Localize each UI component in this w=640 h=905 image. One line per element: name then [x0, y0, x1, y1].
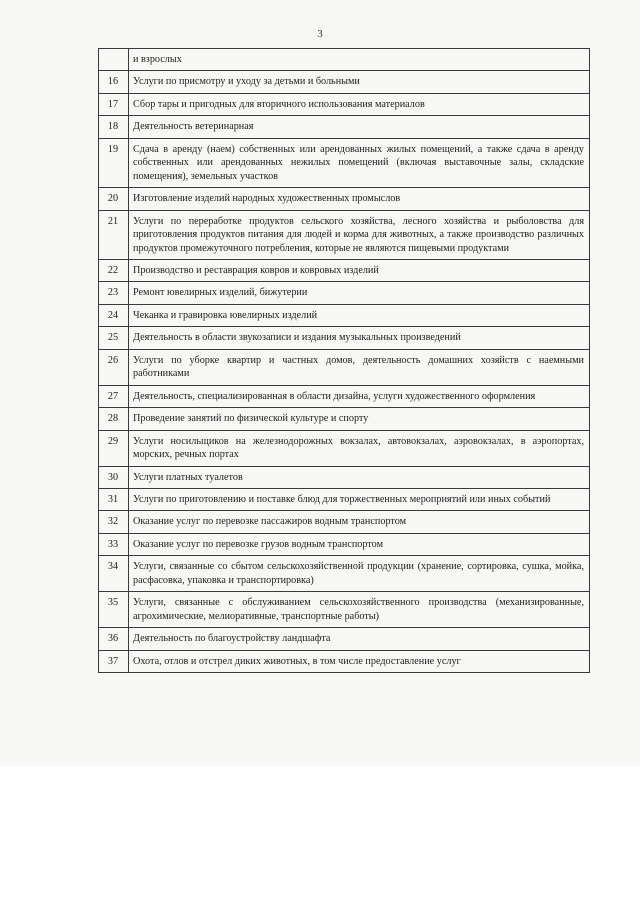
table-row: [99, 408, 590, 430]
row-number: 34: [99, 556, 129, 592]
row-text: Услуги носильщиков на железнодорожных вокзалах, автовокзалах, аэровокзалах, в аэропортах, морских, речных портах: [129, 430, 590, 466]
row-text: Услуги по переработке продуктов сельского хозяйства, лесного хозяйства и рыболовства для приготовления продуктов питания для людей и корма для животных, а также производство различных продуктов промежуточного потребления, которые не являются пищевыми продуктами: [129, 210, 590, 259]
row-number: 32: [99, 511, 129, 533]
row-text: и взрослых: [129, 49, 590, 71]
table-row: [99, 556, 590, 592]
row-text: Услуги по приготовлению и поставке блюд для торжественных мероприятий или иных событий: [129, 488, 590, 510]
row-text: Сбор тары и пригодных для вторичного использования материалов: [129, 93, 590, 115]
row-text: Услуги по присмотру и уходу за детьми и больными: [129, 71, 590, 93]
row-text: Проведение занятий по физической культуре и спорту: [129, 408, 590, 430]
row-number: 17: [99, 93, 129, 115]
row-text: Услуги, связанные со сбытом сельскохозяйственной продукции (хранение, сортировка, сушка, мойка, расфасовка, упаковка и транспортировка): [129, 556, 590, 592]
table-row: [99, 188, 590, 210]
row-text: Оказание услуг по перевозке грузов водным транспортом: [129, 533, 590, 555]
row-number: 26: [99, 349, 129, 385]
row-text: Чеканка и гравировка ювелирных изделий: [129, 304, 590, 326]
row-number: 16: [99, 71, 129, 93]
row-text: Охота, отлов и отстрел диких животных, в том числе предоставление услуг: [129, 650, 590, 672]
row-text: Изготовление изделий народных художественных промыслов: [129, 188, 590, 210]
table-row: [99, 466, 590, 488]
row-number: [99, 49, 129, 71]
row-number: 37: [99, 650, 129, 672]
row-text: Производство и реставрация ковров и ковровых изделий: [129, 259, 590, 281]
row-number: 25: [99, 327, 129, 349]
row-text: Ремонт ювелирных изделий, бижутерии: [129, 282, 590, 304]
row-number: 19: [99, 138, 129, 187]
activities-table: [98, 48, 590, 673]
row-number: 31: [99, 488, 129, 510]
table-row: [99, 116, 590, 138]
table-row: [99, 385, 590, 407]
table-row: [99, 210, 590, 259]
table-row: [99, 71, 590, 93]
table-row: [99, 488, 590, 510]
table-row: [99, 533, 590, 555]
row-text: Оказание услуг по перевозке пассажиров водным транспортом: [129, 511, 590, 533]
row-number: 28: [99, 408, 129, 430]
table-row: [99, 628, 590, 650]
table-row: [99, 430, 590, 466]
table-row: [99, 93, 590, 115]
row-number: 21: [99, 210, 129, 259]
row-number: 20: [99, 188, 129, 210]
row-number: 22: [99, 259, 129, 281]
row-text: Услуги, связанные с обслуживанием сельскохозяйственного производства (механизированные, агрохимические, мелиоративные, транспортные работы): [129, 592, 590, 628]
row-text: Деятельность в области звукозаписи и издания музыкальных произведений: [129, 327, 590, 349]
table-row: [99, 304, 590, 326]
row-number: 36: [99, 628, 129, 650]
row-number: 23: [99, 282, 129, 304]
row-number: 35: [99, 592, 129, 628]
table-row: [99, 327, 590, 349]
row-text: Услуги по уборке квартир и частных домов, деятельность домашних хозяйств с наемными работниками: [129, 349, 590, 385]
row-number: 18: [99, 116, 129, 138]
table-row: [99, 282, 590, 304]
row-number: 24: [99, 304, 129, 326]
table-row: [99, 138, 590, 187]
table-row: [99, 259, 590, 281]
row-text: Услуги платных туалетов: [129, 466, 590, 488]
row-text: Сдача в аренду (наем) собственных или арендованных жилых помещений, а также сдача в аренду собственных или арендованных нежилых помещений (включая выставочные залы, складские помещения), земельных участков: [129, 138, 590, 187]
table-row: [99, 650, 590, 672]
row-number: 29: [99, 430, 129, 466]
row-number: 30: [99, 466, 129, 488]
row-text: Деятельность, специализированная в области дизайна, услуги художественного оформления: [129, 385, 590, 407]
table-row: [99, 49, 590, 71]
row-text: Деятельность ветеринарная: [129, 116, 590, 138]
row-number: 27: [99, 385, 129, 407]
table-row: [99, 349, 590, 385]
table-row: [99, 511, 590, 533]
table-row: [99, 592, 590, 628]
page-number: 3: [317, 28, 323, 40]
row-number: 33: [99, 533, 129, 555]
row-text: Деятельность по благоустройству ландшафта: [129, 628, 590, 650]
